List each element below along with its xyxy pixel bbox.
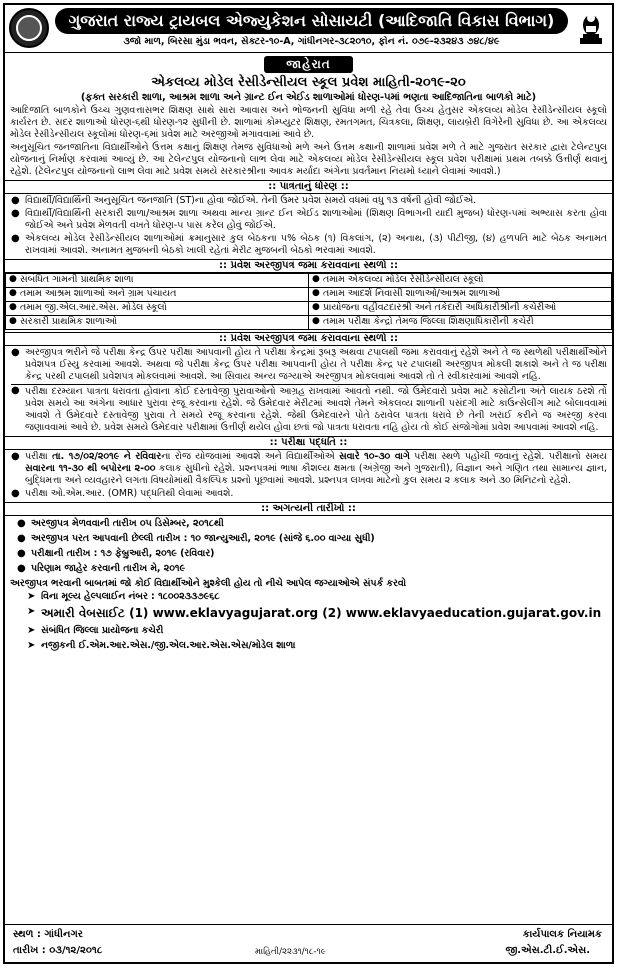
website-item: ➤ અમારી વેબસાઈટ (1) www.eklavyagujarat.org (2) www.eklavyaeducation.gujarat.gov.in xyxy=(27,606,607,621)
table-cell: ● સંબંધિત ગામની પ્રાથમિક શાળા xyxy=(6,273,309,287)
footer-designation: કાર્યપાલક નિયામક xyxy=(522,929,602,940)
footer xyxy=(5,924,612,962)
header xyxy=(5,5,612,53)
intro xyxy=(5,105,612,178)
contact-list xyxy=(5,590,612,651)
table-cell: ● તમામ આશ્રમ શાળાઓ અને ગ્રામ પંચાયત xyxy=(6,287,309,301)
exam-heading: :: પરીક્ષા પદ્ધતિ :: xyxy=(5,436,612,450)
list-item: ● અરજીપત્ર પરત આપવાની છેલ્લી તારીખ : ૧૦ જાન્યુઆરી, ૨૦૧૯ (સાંજે ૬.૦૦ વાગ્યા સુધી) xyxy=(17,533,607,545)
list-item: ● અરજીપત્ર મેળવવાની તારીખ ૦૫ ડિસેમ્બર, ૨૦૧૮થી xyxy=(17,518,607,530)
list-item: ➤ સંબંધિત જિલ્લા પ્રાયોજના કચેરી xyxy=(27,625,607,637)
list-item: ● પરીક્ષા દરમ્યાન પાત્રતા ધરાવતા હોવાના કોઈ દસ્તાવેજી પુરાવાઓનો આગ્રહ રાખવામાં આવતો નથી. જો ઉમેદવારો પ્રવેશ માટે કસોટીના અંતે લાયક ઠરશે તો પ્રવેશ સમયે આ અંગેના આધાર પુરાવા રજૂ કરવાના રહેશે. જે ઉમેદવાર મેરીટમાં આવશે તેમને એકલવ્ય શાળાની પસંદગી માટે કાઉન્સેલીંગ માટે બોલાવવામાં આવશે તે ઉમેદવારે દસ્તાવેજી પુરાવા તે સમયે રજૂ કરવાના રહેશે. જેથી ઉમેદવારને પોતે ઠરાવેલ પાત્રતા ધરાવે છે તેની ખરાઈ કરીને જ અરજી કરવા જણાવવામાં આવે છે. પ્રવેશ સમયે ઉમેદવાર પરીક્ષામાં ઉત્તીર્ણ થયેલ હોવા છતાં જો પાત્રતા ધરાવતા નહિ હોય તો કોઈ સંજોગોમાં પ્રવેશ આપવામાં આવશે નહિ. xyxy=(11,384,607,434)
notice-page xyxy=(3,3,614,964)
footer-place: સ્થળ : ગાંધીનગર xyxy=(13,929,83,940)
list-item: ● પરીક્ષા ઓ.એમ.આર. (OMR) પદ્ધતિથી લેવામાં આવશે. xyxy=(11,488,607,500)
footer-office: જી.એસ.ટી.ઈ.એસ. xyxy=(505,945,590,956)
org-name: ગુજરાત રાજ્ય ટ્રાયબલ એજ્યુકેશન સોસાયટી (આદિજાતિ વિકાસ વિભાગ) xyxy=(55,8,568,34)
list-item: ● એકલવ્ય મોડેલ રેસીડેન્સીયલ શાળાઓમાં ક્રમાનુસાર કુલ બેઠકના ૫% બેઠક (૧) વિકલાંગ, (૨) અનાથ, (૩) પીટીજી, (૪) હળપતિ માટે બેઠક અનામત રાખવામાં આવશે. અનામત મુજબની બેઠકો ખાલી રહેતાં મેરીટ મુજબની બેઠકો ભરવામાં આવશે. xyxy=(11,233,607,257)
list-item: ● પરિણામ જાહેર કરવાની તારીખ મે, ૨૦૧૯ xyxy=(17,563,607,575)
table-cell: ● તમામ એકલવ્ય મોડેલ રેસીડેન્સીયલ સ્કૂલો xyxy=(309,273,612,287)
intro-para-1: આદિજાતિ બાળકોને ઉચ્ચ ગુણવત્તાસભર શિક્ષણ સાથે સારા આવાસ અને ભોજનની સુવિધા મળી રહે તેવા ઉચ્ચ હેતુસર એકલવ્ય મોડેલ રેસીડેન્સીયલ સ્કૂલો કાર્યરત છે. સદર શાળાઓ ધોરણ-૬થી ધોરણ-૧૨ સુધીની છે. શાળામાં કોમ્પ્યુટર શિક્ષણ, રમતગમત, ચિત્રકલા, શિક્ષણ, લાયબ્રેરી વિગેરેની સુવિધા છે. આ એકલવ્ય મોડેલ રેસીડેન્સીયલ સ્કૂલોમાં ધોરણ-૬માં પ્રવેશ માટે અરજીઓ મંગાવવામાં આવે છે. xyxy=(10,104,607,140)
table-row xyxy=(6,287,612,301)
list-item: ● વિદ્યાર્થી/વિદ્યાર્થિની અનુસૂચિત જનજાતિ (ST)ના હોવા જોઈએ. તેની ઉંમર પ્રવેશ સમયે વધમાં વધુ ૧૩ વર્ષની હોવી જોઈએ. xyxy=(11,195,607,207)
eligibility-heading: :: પાત્રતાનું ધોરણ :: xyxy=(5,180,612,194)
dates-list xyxy=(5,516,612,575)
form-locations-table xyxy=(5,273,612,330)
society-logo xyxy=(9,8,49,48)
table-cell: ● તમામ જી.એલ.આર.એસ. મોડેલ સ્કૂલો xyxy=(6,301,309,315)
notice-label: જાહેરાત xyxy=(264,56,352,73)
page-title: એકલવ્ય મોડેલ રેસીડેન્સીયલ સ્કૂલ પ્રવેશ માહિતી-૨૦૧૯-૨૦ xyxy=(151,75,466,91)
list-item: ● પરીક્ષાની તારીખ : ૧૭ ફેબ્રુઆરી, ૨૦૧૯ (રવિવાર) xyxy=(17,548,607,560)
table-row xyxy=(6,315,612,329)
submission-heading: :: પ્રવેશ અરજીપત્ર જમા કરાવવાના સ્થળો :: xyxy=(5,332,612,346)
exam-list xyxy=(5,450,612,500)
table-cell: ● સરકારી પ્રાથમિક શાળાઓ xyxy=(6,315,309,329)
submission-list xyxy=(5,346,612,434)
table-row xyxy=(6,273,612,287)
footer-date: તારીખ : ૦૩/૧૨/૨૦૧૮ xyxy=(13,945,103,956)
table-cell: ● તમામ પરીક્ષા કેન્દ્રો તેમજ જિલ્લા શિક્ષણાધિકારીની કચેરી xyxy=(309,315,612,329)
dates-heading: :: અગત્યની તારીખો :: xyxy=(5,502,612,516)
org-address: ૩જો માળ, બિરસા મુંડા ભવન, સેક્ટર-૧૦-A, ગાંધીનગર-૩૮૨૦૧૦, ફોન નં. ૦૭૯-૨૩૨૪૩ ૭૪૮/૪૯ xyxy=(123,36,500,47)
form-locations-heading: :: પ્રવેશ અરજીપત્ર જમા કરાવવાના સ્થળો :: xyxy=(5,259,612,273)
list-item: ● અરજીપત્ર ભરીને જે પરીક્ષા કેન્દ્ર ઉપર પરીક્ષા આપવાની હોય તે પરીક્ષા કેન્દ્રમાં રૂબરૂ અથવા ટપાલથી જમા કરાવવાનું રહેશે અને તે જ સ્થળેથી પરીક્ષાર્થીઓને પ્રવેશપત્ર ઈસ્યુ કરવામાં આવશે. અથવા જે પરીક્ષા કેન્દ્ર ઉપર પરીક્ષા આપવાની હોય તે પરીક્ષા કેન્દ્ર પર ટપાલથી અરજીપત્ર મોકલી શકાશે અને તે જ પરીક્ષા કેન્દ્ર પરથી ટપાલથી પ્રવેશપત્ર મોકલવામાં આવશે. આ સિવાય અન્ય જગ્યાએ અરજીપત્ર મોકલવામાં આવશે તો તે સ્વીકારવામાં આવશે નહિ. xyxy=(11,347,607,383)
intro-para-2: અનુસૂચિત જનજાતિના વિદ્યાર્થીઓને ઉત્તમ કક્ષાનું શિક્ષણ તેમજ સુવિધાઓ મળે અને ઉત્તમ કક્ષાની શાળામાં પ્રવેશ મળે તે માટે ગુજરાત સરકાર દ્વારા ટેલેન્ટપુલ યોજનાનું નિર્માણ કરવામાં આવ્યું છે. આ ટેલેન્ટપુલ યોજનાનો લાભ લેવા માટે એકલવ્ય મોડેલ રેસીડેન્સીયલ સ્કૂલ પ્રવેશ પરીક્ષામાં પ્રથમ તબક્કે ઉત્તીર્ણ થવાનું રહેશે. (ટેલેન્ટપુલ યોજનાનો લાભ લેવા માટે પ્રવેશ સમયે સરકારશ્રીના આવક મર્યાદા અંગેના પ્રવર્તમાન નિયમો ધ્યાને લેવામાં આવશે.) xyxy=(10,141,607,177)
list-item: ● પરીક્ષા તા. ૧૭/૦૨/૨૦૧૯ ને રવિવારના રોજ યોજવામાં આવશે અને વિદ્યાર્થીઓએ સવારે ૧૦-૩૦ વાગે પરીક્ષા સ્થળે પહોંચી જવાનું રહેશે. પરીક્ષાનો સમય સવારના ૧૧-૩૦ થી બપોરના ૨-૦૦ કલાક સુધીનો રહેશે. પ્રશ્નપત્રમાં ભાષા કૌશલ્ય ક્ષમતા (અંગ્રેજી અને ગુજરાતી), વિજ્ઞાન અને ગણિત તથા સામાન્ય જ્ઞાન, બુદ્ધિમત્તા અને વ્યવહારને લગતા વિષયોમાંથી વૈકલ્પિક પ્રશ્નો પૂછવામાં આવશે. પ્રશ્નપત્ર લખવા માટેનો કુલ સમય ૨ કલાક અને ૩૦ મિનિટનો રહેશે. xyxy=(11,451,607,487)
contact-heading: અરજીપત્ર ભરવાની બાબતમાં જો કોઈ વિદ્યાર્થીઓને મુશ્કેલી હોય તો નીચે આપેલ જગ્યાઓએ સંપર્ક કરવો xyxy=(10,578,407,590)
table-cell: ● પ્રાયોજના વહીવટદારશ્રી અને તકેદારી અધિકારીશ્રીની કચેરીઓ xyxy=(309,301,612,315)
eligibility-list xyxy=(5,194,612,257)
list-item: ➤ નજીકની ઈ.એમ.આર.એસ./જી.એલ.આર.એસ.એસ/મોડેલ શાળા xyxy=(27,640,607,652)
table-row xyxy=(6,301,612,315)
footer-ref: માહિતી/૨૨૩૧/૧૮-૧૯ xyxy=(255,947,326,957)
list-item: ● વિદ્યાર્થી/વિદ્યાર્થિની સરકારી શાળા/આશ્રમ શાળા અથવા માન્ય ગ્રાન્ટ ઈન એઈડ શાળાઓમાં (શિક્ષણ વિભાગની યાદી મુજબ) ધોરણ-૫માં અભ્યાસ કરતા હોવા જોઈએ અને પ્રવેશ મેળવતી વખતે ધોરણ-૫ પાસ કરેલ હોવું જોઈએ. xyxy=(11,208,607,232)
state-emblem-icon xyxy=(576,8,606,48)
table-cell: ● તમામ આદર્શ નિવાસી શાળાઓ/આશ્રમ શાળાઓ xyxy=(309,287,612,301)
helpline-item: ➤ વિના મૂલ્ય હેલ્પલાઈન નંબર : ૧૮૦૦૨૩૩૭૯૬૮ xyxy=(27,591,607,603)
page-subtitle: (ફક્ત સરકારી શાળા, આશ્રમ શાળા અને ગ્રાન્ટ ઈન એઈડ શાળાઓમાં ધોરણ-૫માં ભણતા આદિજાતિના બાળકો માટે) xyxy=(80,91,537,103)
